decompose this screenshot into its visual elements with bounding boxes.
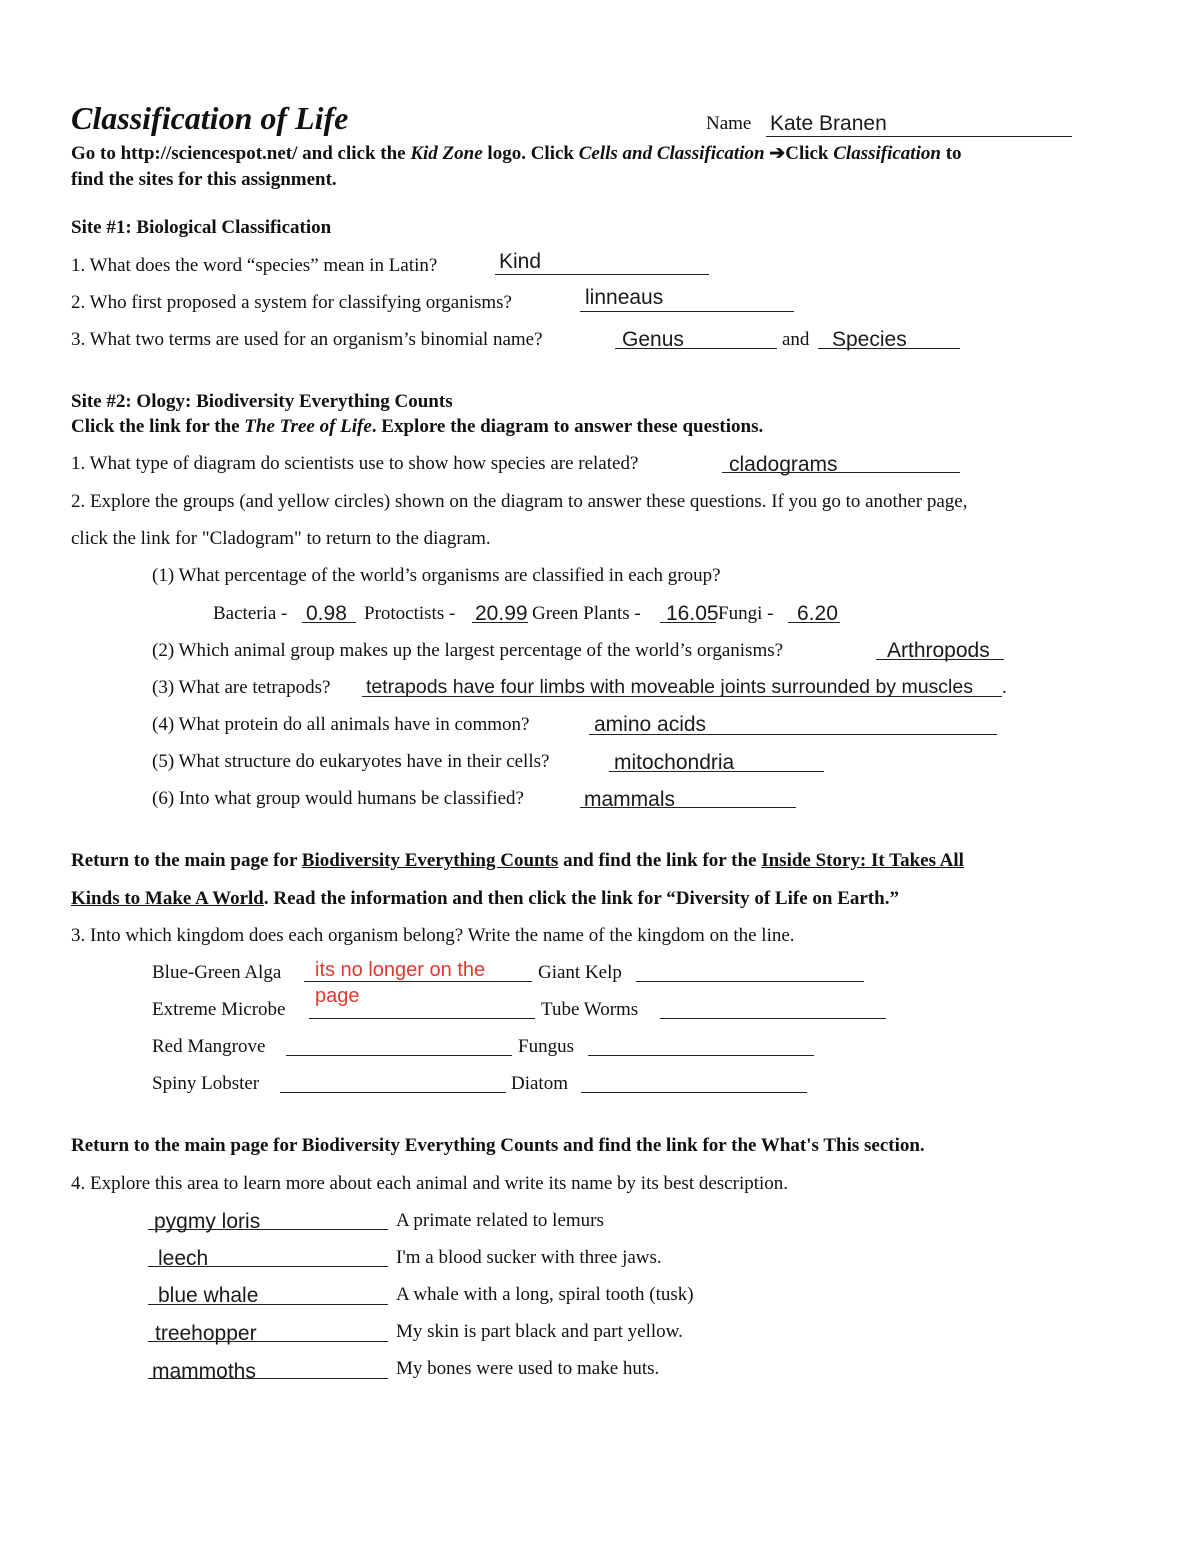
site2-a3-line bbox=[362, 696, 1002, 697]
section4-answer-5[interactable]: mammoths bbox=[152, 1360, 256, 1383]
inside-story-link-part2[interactable]: Kinds to Make A World bbox=[71, 888, 264, 909]
section4-heading: Return to the main page for Biodiversity Everything Counts and find the link for the What's This section. bbox=[71, 1135, 925, 1156]
extreme-microbe-label: Extreme Microbe bbox=[152, 999, 286, 1020]
section4-line-2 bbox=[148, 1266, 388, 1267]
intro-classification: Classification bbox=[833, 143, 941, 164]
site1-q3: 3. What two terms are used for an organism’s binomial name? bbox=[71, 329, 543, 350]
section4-line-1 bbox=[148, 1229, 388, 1230]
site1-a2[interactable]: linneaus bbox=[585, 286, 664, 309]
red-mangrove-line[interactable] bbox=[286, 1055, 512, 1056]
intro-line-1 bbox=[71, 142, 962, 165]
site2-a6-line bbox=[580, 807, 796, 808]
section4-line-4 bbox=[148, 1341, 388, 1342]
intro-line-2: find the sites for this assignment. bbox=[71, 169, 337, 190]
fungus-line[interactable] bbox=[588, 1055, 814, 1056]
section4-question: 4. Explore this area to learn more about each animal and write its name by its best description. bbox=[71, 1173, 789, 1194]
protoctists-value[interactable]: 20.99 bbox=[475, 602, 528, 625]
site1-q1: 1. What does the word “species” mean in Latin? bbox=[71, 255, 438, 276]
site2-a1-line bbox=[722, 472, 960, 473]
protoctists-label: Protoctists - bbox=[364, 603, 456, 624]
section4-desc-5: My bones were used to make huts. bbox=[396, 1358, 660, 1379]
site2-a5[interactable]: mitochondria bbox=[614, 751, 735, 774]
tube-worms-line[interactable] bbox=[660, 1018, 886, 1019]
fungus-label: Fungus bbox=[518, 1036, 574, 1057]
fungi-label: Fungi - bbox=[718, 603, 774, 624]
site2-a1[interactable]: cladograms bbox=[729, 453, 838, 476]
name-line bbox=[766, 136, 1072, 137]
site2-a3[interactable]: tetrapods have four limbs with moveable joints surrounded by muscles bbox=[366, 676, 973, 698]
section4-answer-4[interactable]: treehopper bbox=[155, 1322, 257, 1345]
protoctists-line bbox=[472, 622, 528, 623]
section4-desc-3: A whale with a long, spiral tooth (tusk) bbox=[396, 1284, 694, 1305]
site2-q2-line2: click the link for "Cladogram" to return to the diagram. bbox=[71, 528, 491, 549]
plants-line bbox=[660, 622, 716, 623]
section3-text-3: . Read the information and then click the link for “Diversity of Life on Earth.” bbox=[263, 888, 899, 909]
site2-subheading bbox=[71, 416, 763, 438]
extreme-microbe-line[interactable] bbox=[309, 1018, 535, 1019]
name-label: Name bbox=[706, 113, 752, 134]
site1-a1-line bbox=[495, 274, 709, 275]
fungi-value[interactable]: 6.20 bbox=[797, 602, 838, 625]
bacteria-line bbox=[302, 622, 356, 623]
site2-s4: (4) What protein do all animals have in common? bbox=[152, 714, 530, 735]
plants-label: Green Plants - bbox=[532, 603, 641, 624]
giant-kelp-line[interactable] bbox=[636, 981, 864, 982]
section3-question: 3. Into which kingdom does each organism belong? Write the name of the kingdom on the line. bbox=[71, 925, 795, 946]
section4-line-5 bbox=[148, 1378, 388, 1379]
section4-answer-2[interactable]: leech bbox=[158, 1247, 209, 1270]
section3-line1 bbox=[71, 850, 964, 872]
site2-sub-italic: The Tree of Life bbox=[244, 416, 372, 437]
diatom-label: Diatom bbox=[511, 1073, 568, 1094]
section3-line2 bbox=[71, 888, 899, 910]
biodiversity-link[interactable]: Biodiversity Everything Counts bbox=[301, 850, 559, 871]
site1-a3b[interactable]: Species bbox=[832, 328, 907, 351]
site1-a1[interactable]: Kind bbox=[499, 250, 542, 273]
site2-a2-line bbox=[876, 659, 1004, 660]
section4-desc-2: I'm a blood sucker with three jaws. bbox=[396, 1247, 662, 1268]
tube-worms-label: Tube Worms bbox=[541, 999, 639, 1020]
intro-text-3: Click bbox=[785, 143, 829, 164]
intro-text-2: logo. Click bbox=[487, 143, 574, 164]
blue-green-label: Blue-Green Alga bbox=[152, 962, 282, 983]
site1-a2-line bbox=[580, 311, 794, 312]
bacteria-value[interactable]: 0.98 bbox=[306, 602, 347, 625]
giant-kelp-label: Giant Kelp bbox=[538, 962, 622, 983]
section4-desc-1: A primate related to lemurs bbox=[396, 1210, 604, 1231]
spiny-lobster-line[interactable] bbox=[280, 1092, 506, 1093]
site2-q1: 1. What type of diagram do scientists use to show how species are related? bbox=[71, 453, 639, 474]
site2-s2: (2) Which animal group makes up the largest percentage of the world’s organisms? bbox=[152, 640, 784, 661]
bacteria-label: Bacteria - bbox=[213, 603, 288, 624]
site1-a3a[interactable]: Genus bbox=[622, 328, 684, 351]
site1-heading: Site #1: Biological Classification bbox=[71, 217, 332, 238]
inside-story-link-part1[interactable]: Inside Story: It Takes All bbox=[761, 850, 964, 871]
intro-text-4: to bbox=[945, 143, 962, 164]
section4-desc-4: My skin is part black and part yellow. bbox=[396, 1321, 683, 1342]
intro-cells: Cells and Classification bbox=[578, 143, 765, 164]
site2-heading: Site #2: Ology: Biodiversity Everything Counts bbox=[71, 391, 453, 412]
site2-a5-line bbox=[609, 771, 824, 772]
site1-q2: 2. Who first proposed a system for classifying organisms? bbox=[71, 292, 512, 313]
site1-and: and bbox=[782, 329, 810, 350]
name-value[interactable]: Kate Branen bbox=[770, 112, 887, 135]
site2-a6[interactable]: mammals bbox=[584, 788, 676, 811]
blue-green-answer-2[interactable]: page bbox=[315, 985, 360, 1007]
spiny-lobster-label: Spiny Lobster bbox=[152, 1073, 260, 1094]
site2-s6: (6) Into what group would humans be classified? bbox=[152, 788, 524, 809]
page-title: Classification of Life bbox=[71, 100, 349, 136]
plants-value[interactable]: 16.05 bbox=[666, 602, 719, 625]
blue-green-answer-1[interactable]: its no longer on the bbox=[315, 959, 486, 981]
site2-s1: (1) What percentage of the world’s organisms are classified in each group? bbox=[152, 565, 721, 586]
section3-text-2: and find the link for the bbox=[563, 850, 757, 871]
site2-s5: (5) What structure do eukaryotes have in their cells? bbox=[152, 751, 550, 772]
intro-text-1: Go to http://sciencespot.net/ and click the bbox=[71, 143, 406, 164]
site2-q2-line1: 2. Explore the groups (and yellow circles) shown on the diagram to answer these questions. If you go to another page, bbox=[71, 491, 968, 512]
blue-green-line bbox=[304, 981, 532, 982]
site2-a4[interactable]: amino acids bbox=[594, 713, 707, 736]
site1-a3b-line bbox=[818, 348, 960, 349]
section4-answer-3[interactable]: blue whale bbox=[158, 1284, 259, 1307]
arrow-right-icon: ➔ bbox=[769, 143, 786, 164]
site2-sub-text-1: Click the link for the bbox=[71, 416, 240, 437]
site2-a4-line bbox=[589, 734, 997, 735]
diatom-line[interactable] bbox=[581, 1092, 807, 1093]
site1-a3a-line bbox=[615, 348, 777, 349]
site2-a2[interactable]: Arthropods bbox=[887, 639, 990, 662]
site2-sub-text-2: . Explore the diagram to answer these questions. bbox=[371, 416, 764, 437]
section3-text-1: Return to the main page for bbox=[71, 850, 298, 871]
red-mangrove-label: Red Mangrove bbox=[152, 1036, 266, 1057]
intro-kidzone: Kid Zone bbox=[410, 143, 483, 164]
section4-line-3 bbox=[148, 1304, 388, 1305]
fungi-line bbox=[788, 622, 840, 623]
site2-a3-end: . bbox=[1002, 677, 1007, 698]
section4-answer-1[interactable]: pygmy loris bbox=[154, 1210, 261, 1233]
site2-s3: (3) What are tetrapods? bbox=[152, 677, 331, 698]
